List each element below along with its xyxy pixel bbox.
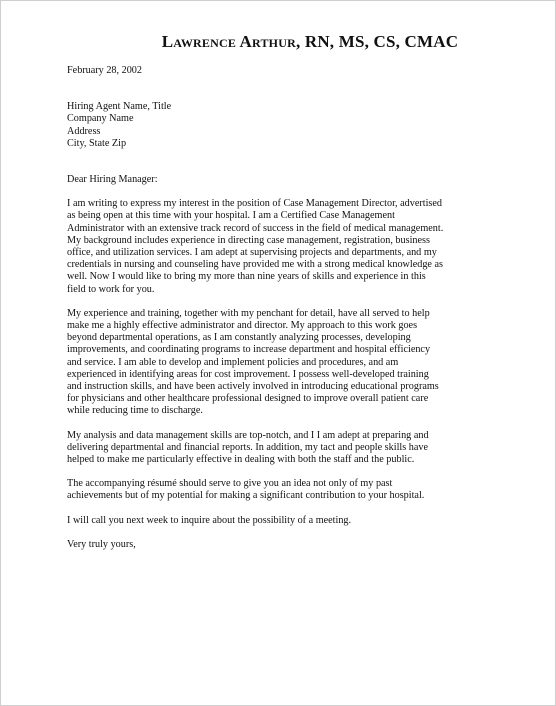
- recipient-address-block: [67, 101, 507, 150]
- body-paragraph-resume: The accompanying résumé should serve to give you an idea not only of my past achievements but of my potential for making a significant contribution to your hospital.: [67, 478, 425, 502]
- recipient-street-address: Address: [67, 125, 101, 137]
- salutation: Dear Hiring Manager:: [67, 174, 158, 186]
- letterhead-name-text: Lawrence Arthur, RN, MS, CS, CMAC: [161, 32, 459, 51]
- recipient-company: Company Name: [67, 113, 134, 125]
- closing-line: Very truly yours,: [67, 538, 136, 550]
- recipient-name-title: Hiring Agent Name, Title: [67, 101, 172, 113]
- body-paragraph-intro: I am writing to express my interest in the position of Case Management Director, advertised as being open at this time with your hospital. I am a Certified Case Management Administrator with an extensive track record of success in the field of medical management. My background includes experience in directing case management, registration, business office, and utilization services. I am adept at supervising projects and departments, and my credentials in nursing and counseling have provided me with a strong medical knowledge as well. Now I would like to bring my more than nine years of skills and experience in this field to work for you.: [67, 198, 444, 295]
- recipient-city-state-zip: City, State Zip: [67, 137, 127, 149]
- body-paragraph-experience: My experience and training, together with my penchant for detail, have all served to help make me a highly effective administrator and director. My approach to this work goes beyond departmental operations, as I am constantly analyzing processes, developing improvements, and coordinating programs to increase department and hospital efficiency and service. I am able to develop and implement policies and procedures, and am experienced in identifying areas for cost improvement. I possess well-developed training and instruction skills, and have been actively involved in introducing educational programs for physicians and other healthcare professional designed to improve overall patient care while reducing time to discharge.: [67, 307, 439, 417]
- letter-date: February 28, 2002: [67, 65, 142, 76]
- cover-letter-page: [67, 32, 507, 551]
- body-paragraph-follow-up: I will call you next week to inquire about the possibility of a meeting.: [67, 514, 352, 526]
- body-paragraph-skills: My analysis and data management skills are top-notch, and I I am adept at preparing and delivering departmental and financial reports. In addition, my tact and people skills have helped to make me particularly effective in dealing with both the staff and the public.: [67, 429, 429, 466]
- letterhead-name: [113, 32, 507, 52]
